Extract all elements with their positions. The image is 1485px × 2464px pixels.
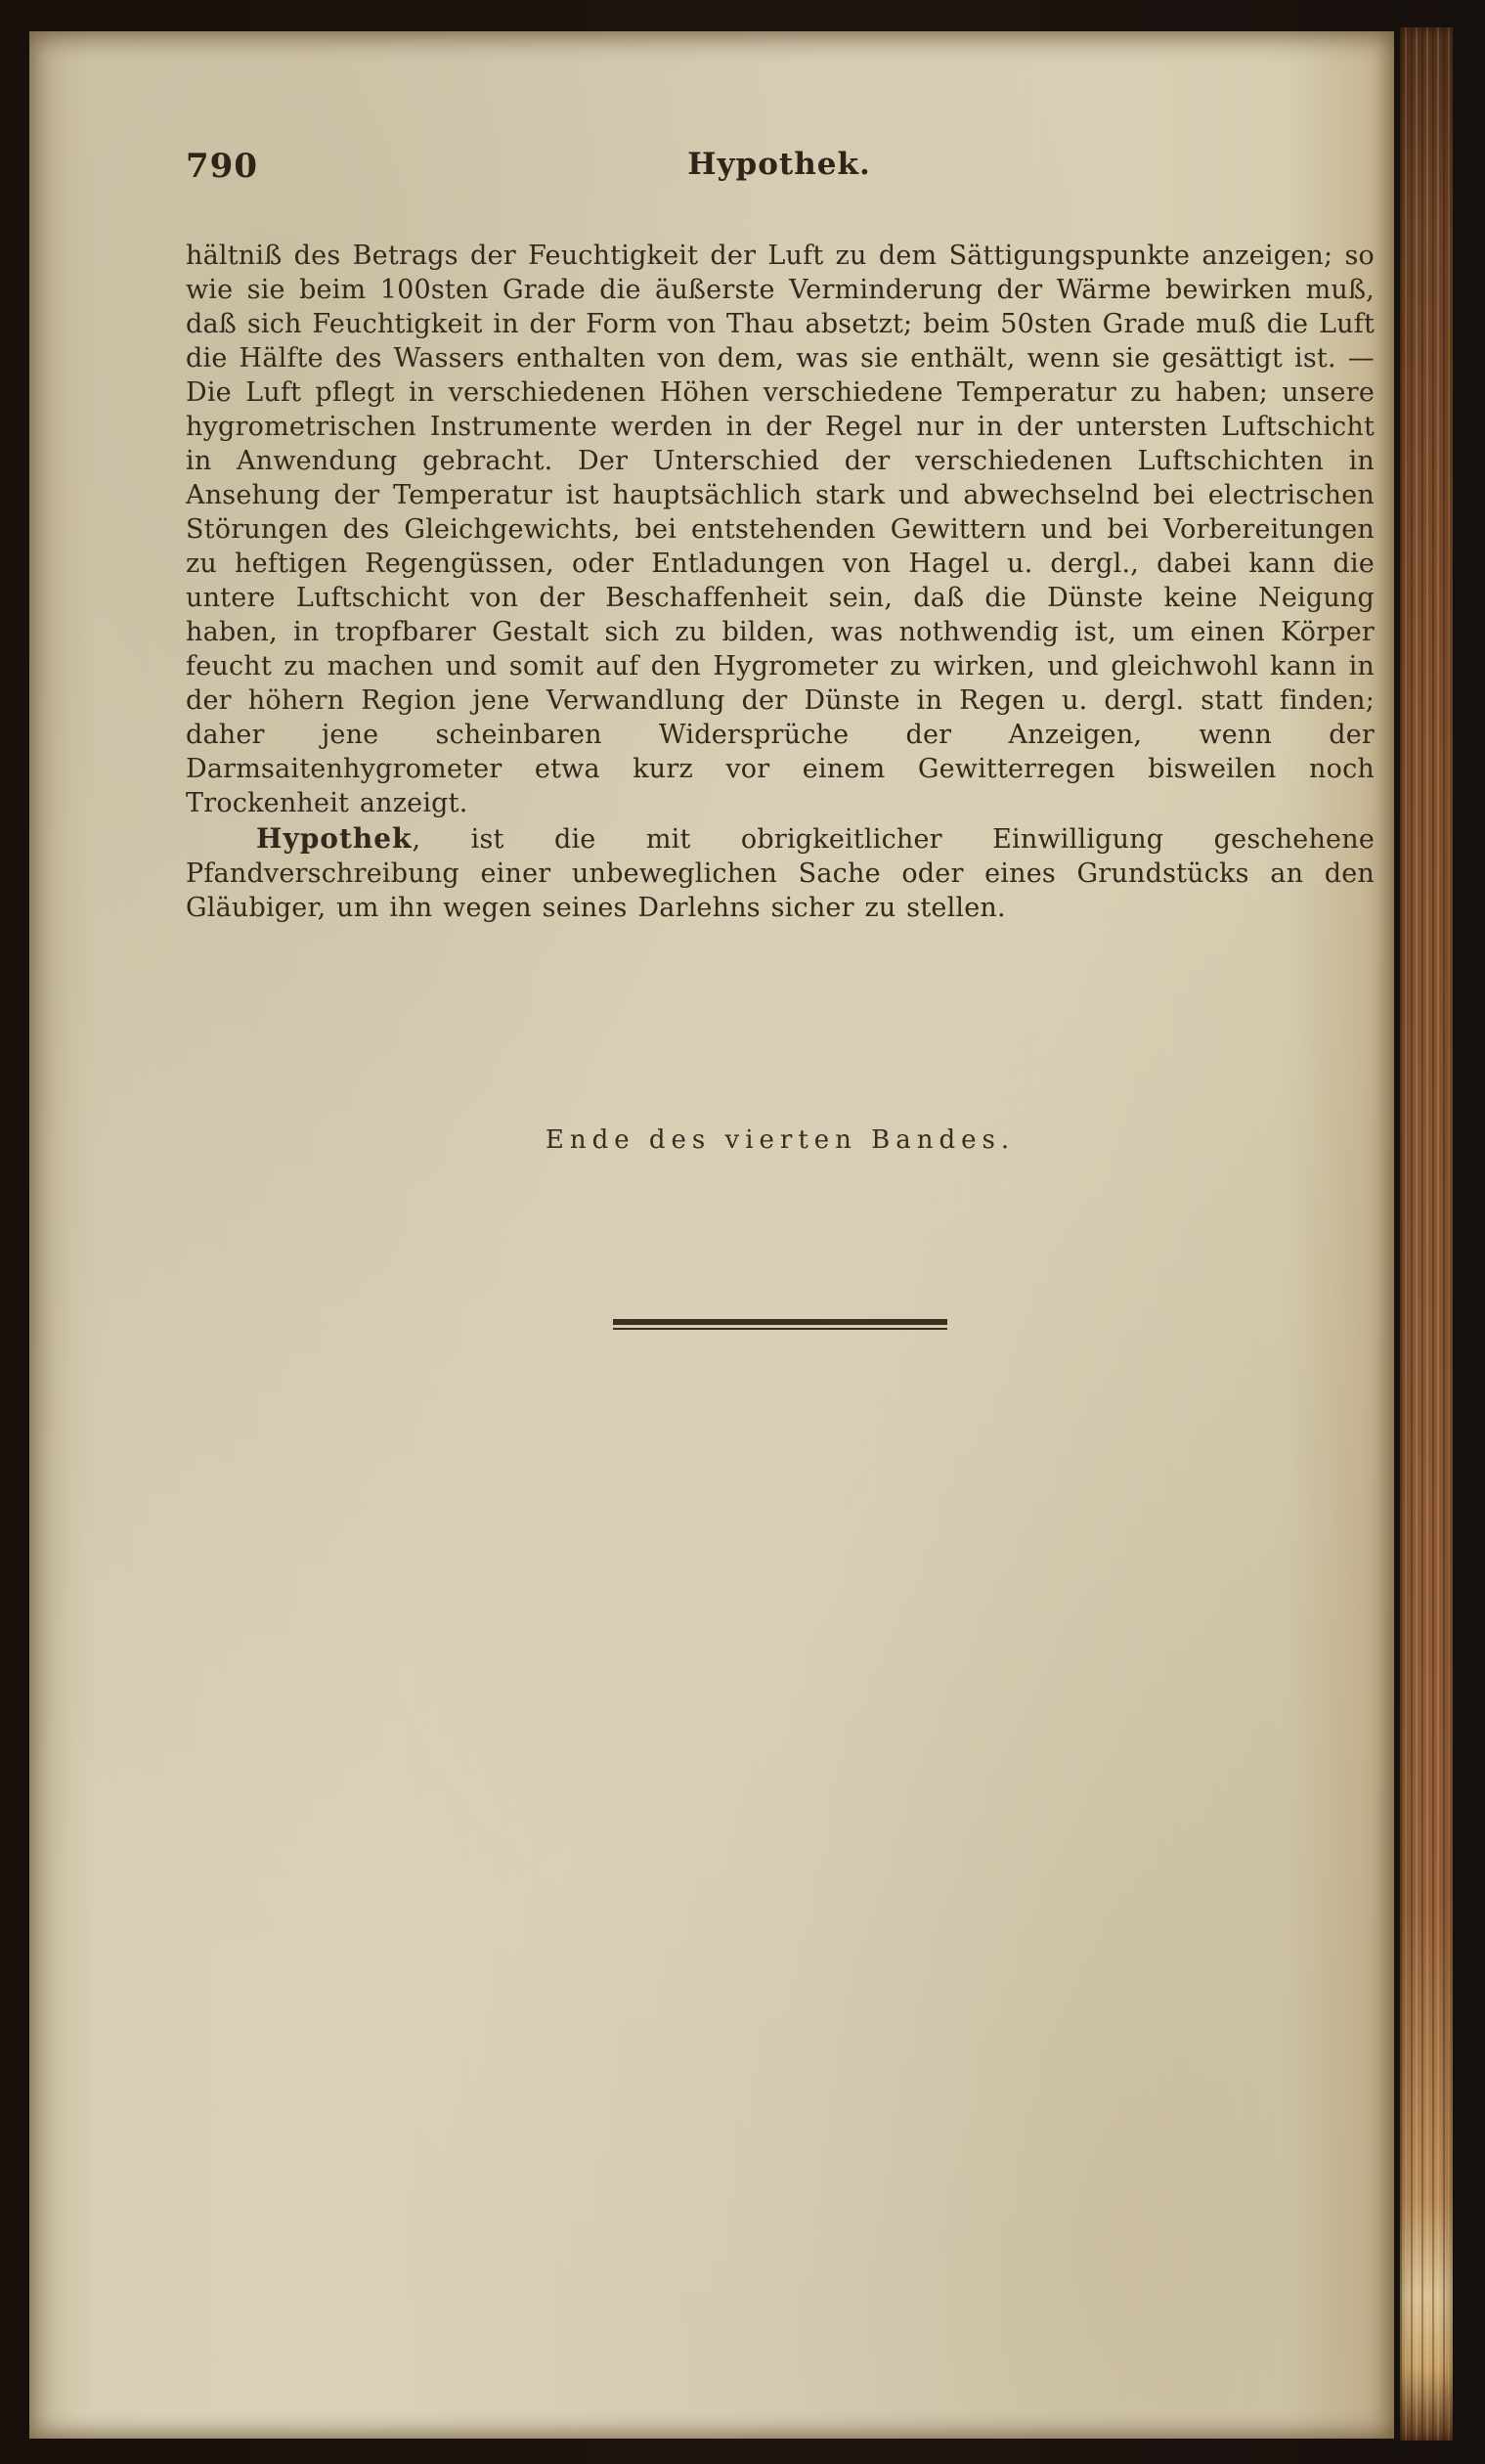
end-of-volume-note: Ende des vierten Bandes. — [545, 1125, 1016, 1155]
running-head: Hypothek. — [687, 147, 871, 182]
book-fore-edge — [1400, 27, 1453, 2441]
entry-text: , ist die mit obrigkeitlicher Einwilligung geschehene Pfandverschreibung einer unbeweglichen Sache oder eines Grundstücks an den Gläubiger, um ihn wegen seines Darlehns sicher zu stellen. — [186, 824, 1375, 923]
book-page — [29, 31, 1394, 2439]
page-number: 790 — [186, 147, 258, 186]
text-block — [186, 239, 1375, 1330]
entry-term: Hypothek — [256, 822, 413, 855]
continuation-paragraph: hältniß des Betrags der Feuchtigkeit der Luft zu dem Sättigungspunkte anzeigen; so wie sie beim 100sten Grade die äußerste Verminderung der Wärme bewirken muß, daß sich Feuchtigkeit in der Form von Thau absetzt; beim 50sten Grade muß die Luft die Hälfte des Wassers enthalten von dem, was sie enthält, wenn sie gesättigt ist. — Die Luft pflegt in verschiedenen Höhen verschiedene Temperatur zu haben; unsere hygrometrischen Instrumente werden in der Regel nur in der untersten Luftschicht in Anwendung gebracht. Der Unterschied der verschiedenen Luftschichten in Ansehung der Temperatur ist hauptsächlich stark und abwechselnd bei electrischen Störungen des Gleichgewichts, bei entstehenden Gewittern und bei Vorbereitungen zu heftigen Regengüssen, oder Entladungen von Hagel u. dergl., dabei kann die untere Luftschicht von der Beschaffenheit sein, daß die Dünste keine Neigung haben, in tropfbarer Gestalt sich zu bilden, was nothwendig ist, um einen Körper feucht zu machen und somit auf den Hygrometer zu wirken, und gleichwohl kann in der höhern Region jene Verwandlung der Dünste in Regen u. dergl. statt finden; daher jene scheinbaren Widersprüche der Anzeigen, wenn der Darmsaitenhygrometer etwa kurz vor einem Gewitterregen bisweilen noch Trockenheit anzeigt. — [186, 241, 1375, 818]
page-header — [186, 147, 1373, 190]
entry-paragraph — [186, 821, 1375, 925]
double-rule-divider — [613, 1319, 947, 1330]
